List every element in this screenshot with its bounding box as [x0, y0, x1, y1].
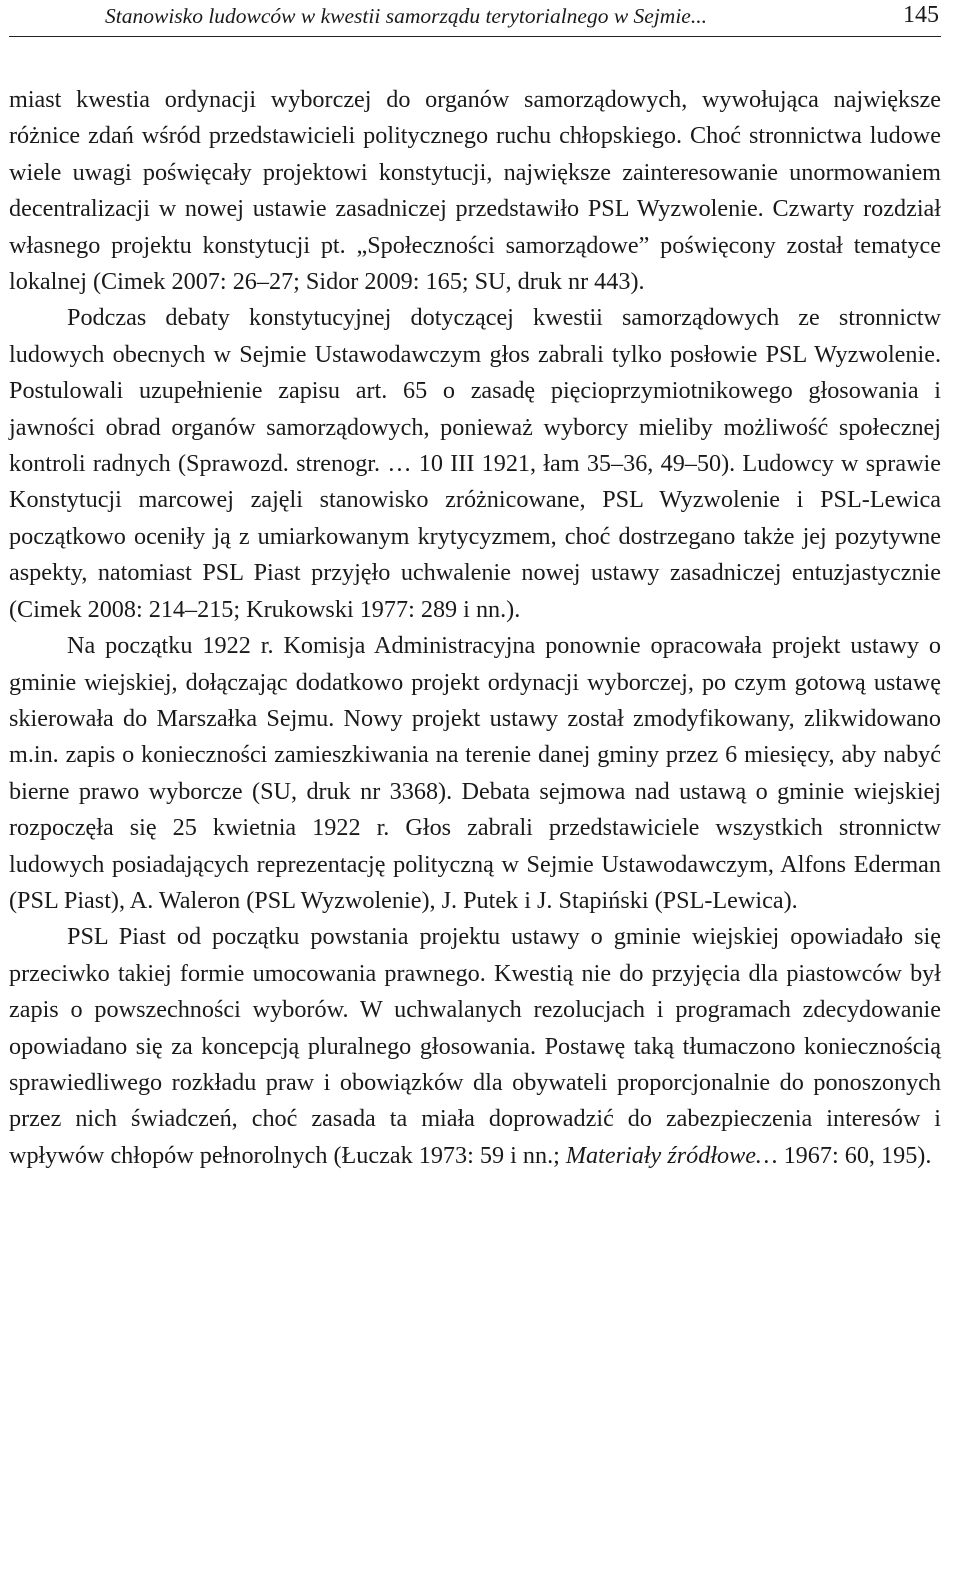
- paragraph-4-text: PSL Piast od początku powstania projektu ustawy o gminie wiejskiej opowiadało się przeciwko takiej formie umocowania prawnego. Kwestią nie do przyjęcia dla piastowców był zapis o powszechności wyborów. W uchwalanych rezolucjach i programach zdecydowanie opowiadano się za koncepcją pluralnego głosowania. Postawę taką tłumaczono koniecznością sprawiedliwego rozkładu praw i obowiązków dla obywateli proporcjonalnie do ponoszonych przez nich świadczeń, choć zasada ta miała doprowadzić do zabezpieczenia interesów i wpływów chłopów pełnorolnych (Łuczak 1973: 59 i nn.;: [9, 923, 941, 1169]
- paragraph-1: miast kwestia ordynacji wyborczej do organów samorządowych, wywołująca największe różnice zdań wśród przedstawicieli politycznego ruchu chłopskiego. Choć stronnictwa ludowe wiele uwagi poświęcały projektowi konstytucji, największe zainteresowanie unormowaniem decentralizacji w nowej ustawie zasadniczej przedstawiło PSL Wyzwolenie. Czwarty rozdział własnego projektu konstytucji pt. „Społeczności samorządowe” poświęcony został tematyce lokalnej (Cimek 2007: 26–27; Sidor 2009: 165; SU, druk nr 443).: [9, 86, 941, 296]
- cited-source-title: Materiały źródłowe…: [565, 1141, 778, 1169]
- paragraph-3: Na początku 1922 r. Komisja Administracyjna ponownie opracowała projekt ustawy o gminie wiejskiej, dołączając dodatkowo projekt ordynacji wyborczej, po czym gotową ustawę skierowała do Marszałka Sejmu. Nowy projekt ustawy został zmodyfikowany, zlikwidowano m.in. zapis o konieczności zamieszkiwania na terenie danej gminy przez 6 miesięcy, aby nabyć bierne prawo wyborcze (SU, druk nr 3368). Debata sejmowa nad ustawą o gminie wiejskiej rozpoczęła się 25 kwietnia 1922 r. Głos zabrali przedstawiciele wszystkich stronnictw ludowych posiadających reprezentację polityczną w Sejmie Ustawodawczym, Alfons Ederman (PSL Piast), A. Waleron (PSL Wyzwolenie), J. Putek i J. Stapiński (PSL-Lewica).: [9, 632, 941, 914]
- paragraph-2: Podczas debaty konstytucyjnej dotyczącej kwestii samorządowych ze stronnictw ludowych obecnych w Sejmie Ustawodawczym głos zabrali tylko posłowie PSL Wyzwolenie. Postulowali uzupełnienie zapisu art. 65 o zasadę pięcioprzymiotnikowego głosowania i jawności obrad organów samorządowych, ponieważ wyborcy mieliby możliwość społecznej kontroli radnych (Sprawozd. strenogr. … 10 III 1921, łam 35–36, 49–50). Ludowcy w sprawie Konstytucji marcowej zajęli stanowisko zróżnicowane, PSL Wyzwolenie i PSL-Lewica początkowo oceniły ją z umiarkowanym krytycyzmem, choć dostrzegano także jej pozytywne aspekty, natomiast PSL Piast przyjęło uchwalenie nowej ustawy zasadniczej entuzjastycznie (Cimek 2008: 214–215; Krukowski 1977: 289 i nn.).: [9, 304, 941, 623]
- page-number: 145: [903, 2, 939, 28]
- book-page: [9, 0, 941, 1174]
- running-header: [9, 0, 941, 37]
- running-title: Stanowisko ludowców w kwestii samorządu terytorialnego w Sejmie...: [105, 4, 707, 28]
- body-text: [9, 82, 941, 1174]
- paragraph-4: [9, 919, 941, 1174]
- paragraph-4-tail: 1967: 60, 195).: [777, 1141, 932, 1169]
